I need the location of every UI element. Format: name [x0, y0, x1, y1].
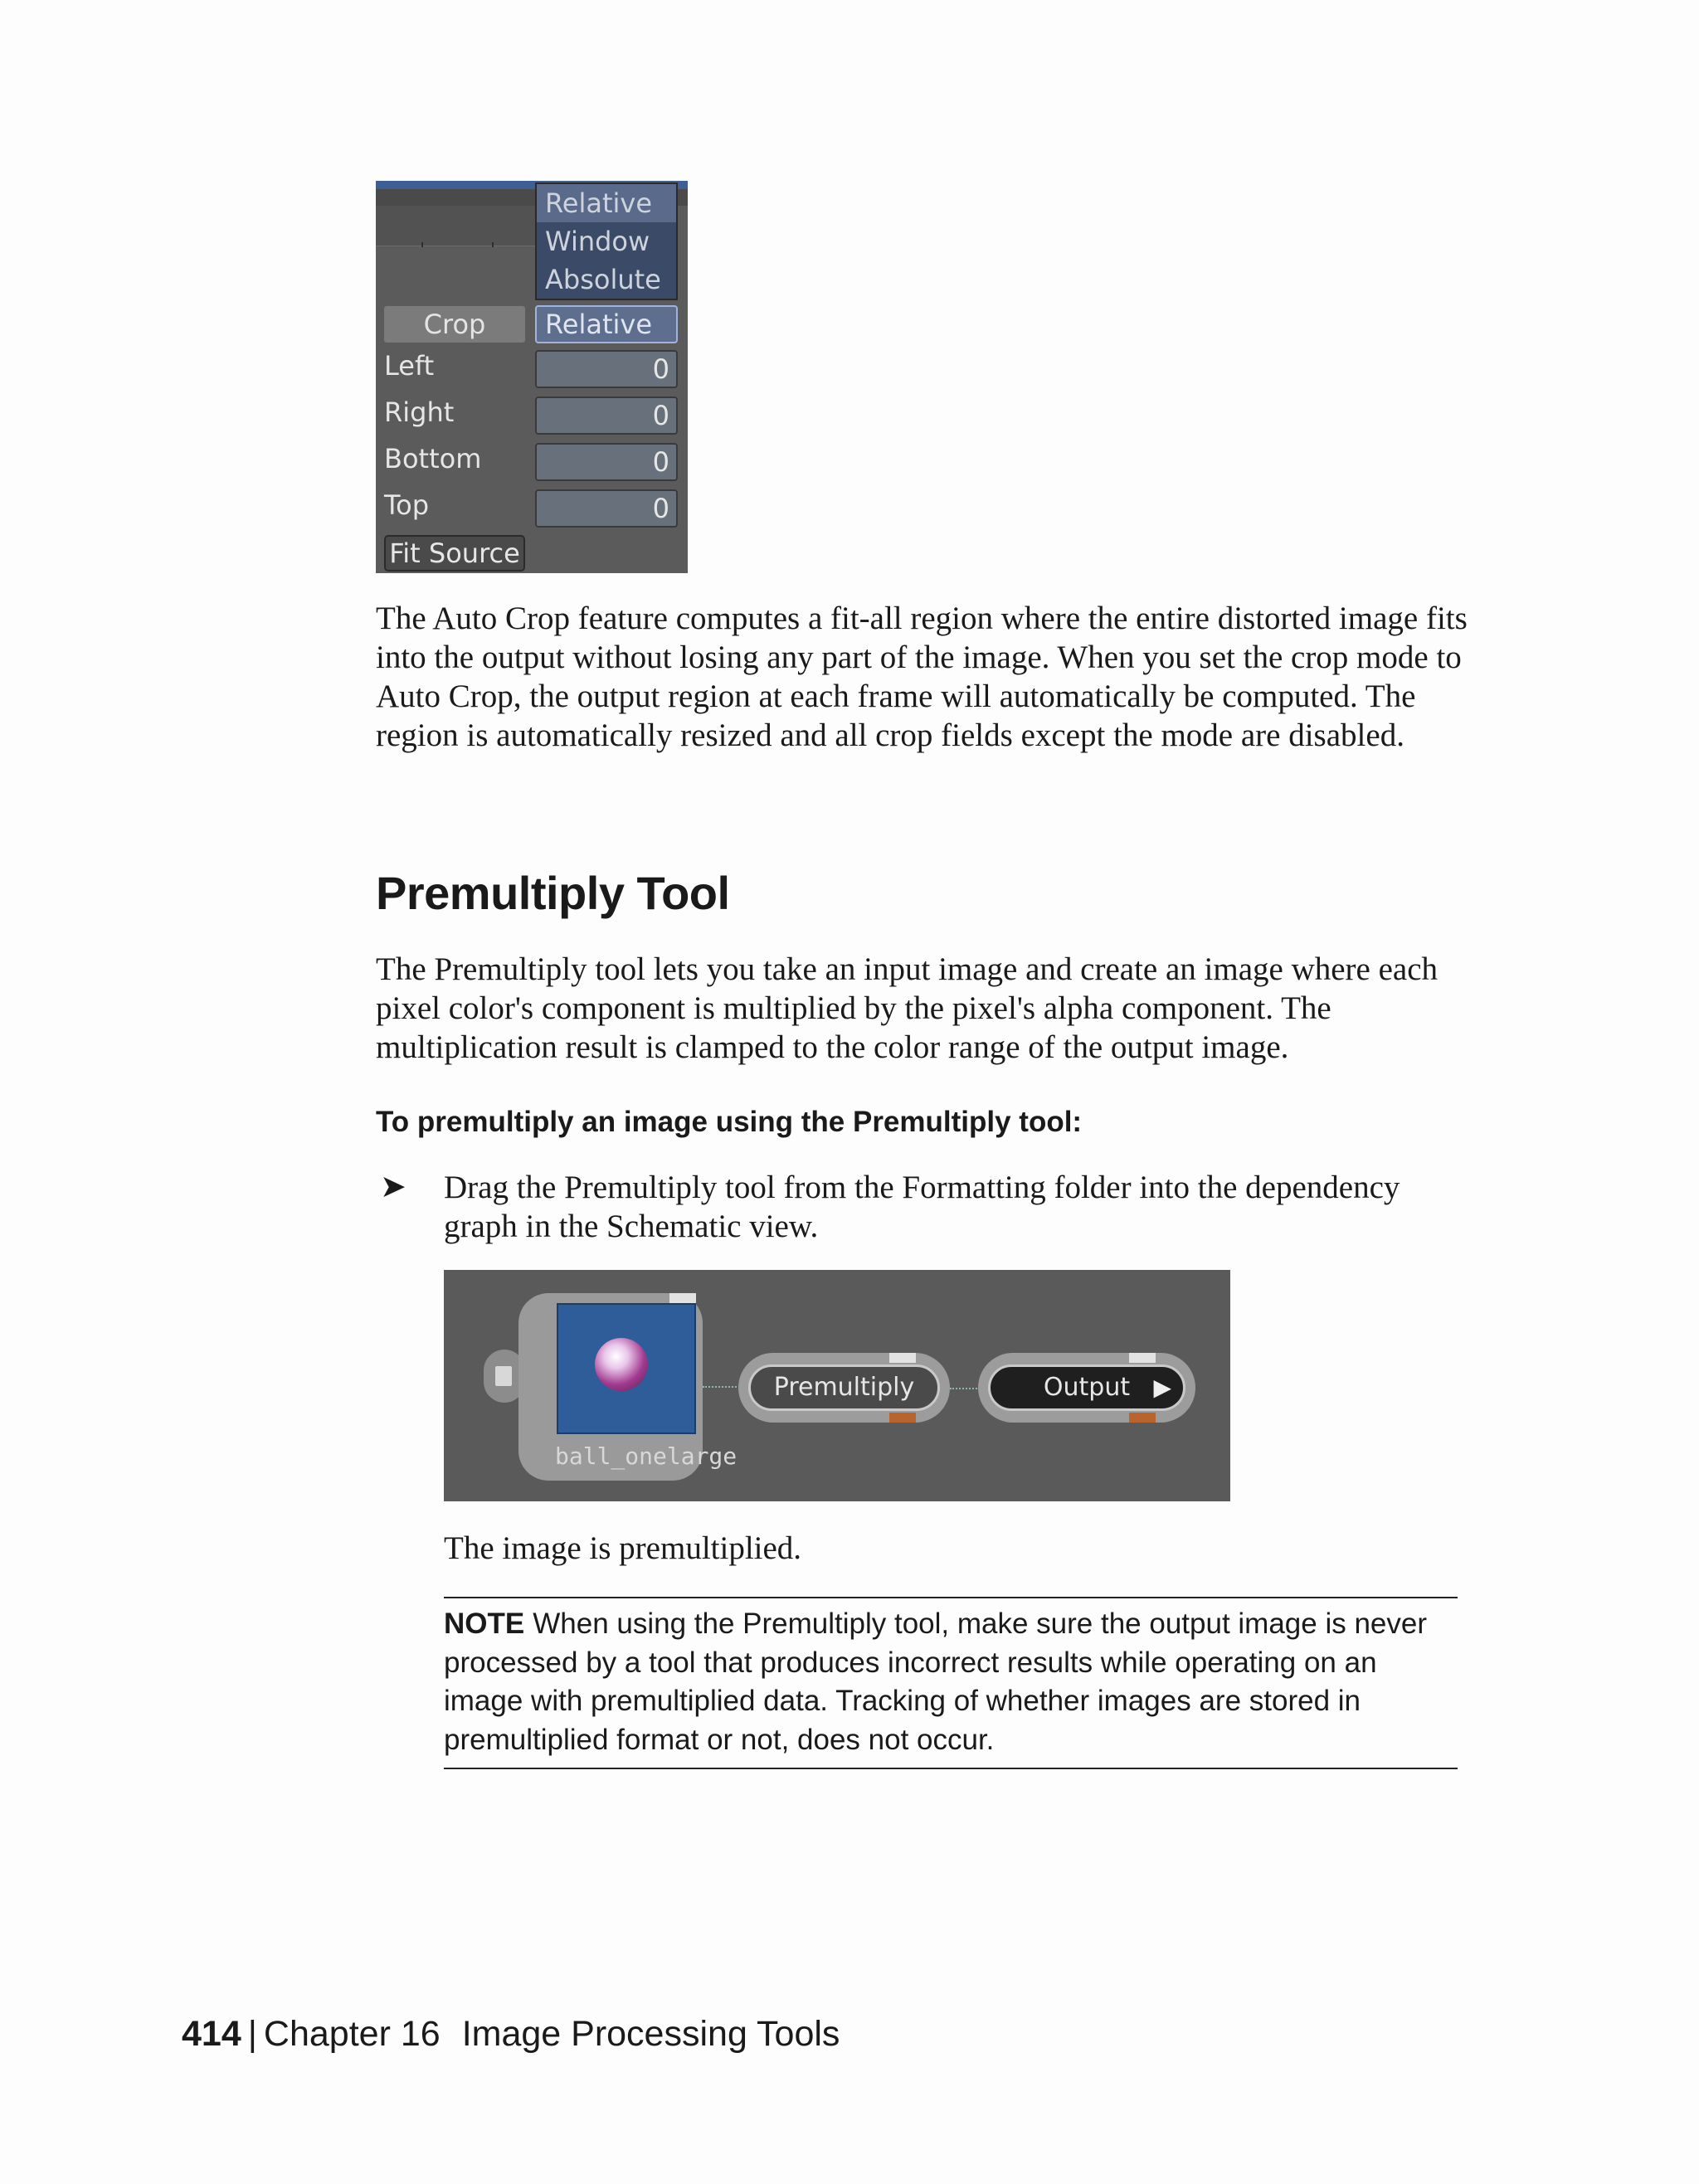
schematic-view-screenshot	[444, 1270, 1230, 1501]
left-label: Left	[384, 350, 435, 382]
output-arrow-icon: ▶	[1153, 1374, 1171, 1401]
result-text: The image is premultiplied.	[444, 1530, 802, 1566]
ruler-tick	[421, 242, 423, 247]
section-heading: Premultiply Tool	[376, 867, 730, 919]
link-source-to-premultiply	[703, 1386, 742, 1388]
crop-button[interactable]: Crop	[384, 306, 525, 343]
top-label: Top	[384, 489, 429, 521]
note-top-rule	[444, 1597, 1458, 1598]
output-node-tab	[1129, 1353, 1156, 1363]
dropdown-option-relative[interactable]: Relative	[537, 184, 676, 222]
source-node-label: ball_onelarge	[555, 1442, 738, 1470]
footer-separator: |	[247, 2014, 257, 2054]
source-node[interactable]	[518, 1293, 738, 1481]
page-number: 414	[182, 2014, 241, 2054]
premultiply-node-label: Premultiply	[773, 1373, 915, 1402]
ruler-tick	[492, 242, 494, 247]
panel-ruler	[376, 206, 542, 246]
premultiply-node-tab	[889, 1353, 916, 1363]
note-text: When using the Premultiply tool, make sure the output image is never processed by a tool that produces incorrect results while operating on an image with premultiplied data. Tracking of whether images are stored in premultiplied format or not, does not occur.	[444, 1608, 1428, 1756]
crop-mode-dropdown-list[interactable]	[535, 182, 678, 300]
ball-thumbnail-icon	[595, 1338, 648, 1391]
procedure-step: Drag the Premultiply tool from the Formatting folder into the dependency graph in the Schematic view.	[444, 1170, 1400, 1244]
crop-settings-screenshot	[376, 181, 688, 573]
bottom-value-field[interactable]: 0	[535, 443, 678, 481]
right-label: Right	[384, 396, 455, 428]
step-arrow-icon: ➤	[380, 1170, 406, 1204]
link-premultiply-to-output	[950, 1388, 980, 1389]
procedure-title: To premultiply an image using the Premultiply tool:	[376, 1106, 1083, 1138]
premultiply-description: The Premultiply tool lets you take an input image and create an image where each pixel color's component is multiplied by the pixel's alpha component. The multiplication result is clamped to the color range of the output image.	[376, 951, 1439, 1065]
dropdown-option-window[interactable]: Window	[545, 226, 650, 257]
bottom-label: Bottom	[384, 443, 482, 474]
footer-chapter-title: Image Processing Tools	[461, 2014, 840, 2054]
premultiply-node-body	[748, 1364, 940, 1411]
page-footer	[182, 2014, 840, 2055]
output-node-body	[988, 1364, 1185, 1411]
right-value-field[interactable]: 0	[535, 396, 678, 435]
crop-mode-select[interactable]: Relative	[535, 305, 678, 343]
premultiply-node[interactable]	[738, 1353, 950, 1423]
autocrop-description: The Auto Crop feature computes a fit-all region where the entire distorted image fits into the output without losing any part of the image. When you set the crop mode to Auto Crop, the output region at each frame will automatically be computed. The region is automatically resized and all crop fields except the mode are disabled.	[376, 601, 1468, 753]
left-value-field[interactable]: 0	[535, 350, 678, 388]
output-node-label: Output	[1043, 1373, 1131, 1402]
dropdown-option-absolute[interactable]: Absolute	[545, 264, 661, 295]
note-block	[444, 1605, 1460, 1759]
note-bottom-rule	[444, 1768, 1458, 1769]
premultiply-node-port[interactable]	[889, 1413, 916, 1423]
output-node-port[interactable]	[1129, 1413, 1156, 1423]
source-node-tab	[669, 1293, 696, 1303]
source-node-thumbnail	[557, 1303, 696, 1434]
footer-chapter: Chapter 16	[263, 2014, 441, 2054]
note-label: NOTE	[444, 1608, 525, 1640]
output-node[interactable]	[978, 1353, 1195, 1423]
fit-source-button[interactable]: Fit Source	[384, 535, 525, 572]
top-value-field[interactable]: 0	[535, 489, 678, 528]
